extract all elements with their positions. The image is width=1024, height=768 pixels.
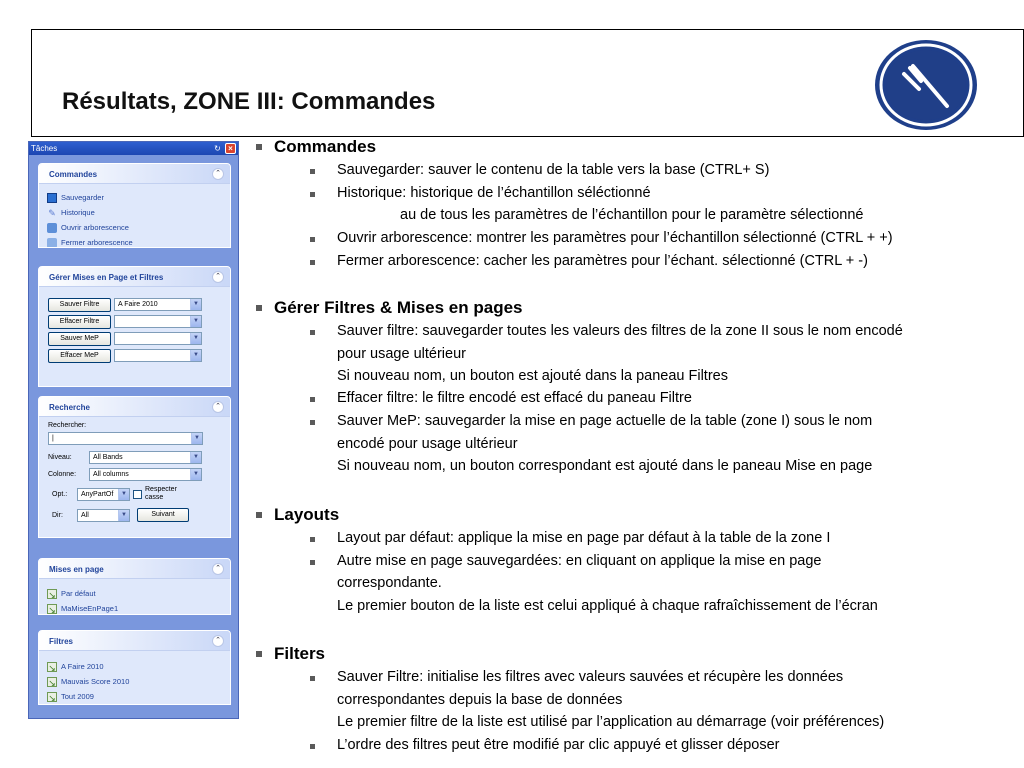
bullet-text: Ouvrir arborescence: montrer les paramètres pour l’échantillon sélectionné (CTRL + +) xyxy=(337,230,893,246)
logo-icon xyxy=(873,38,979,132)
gerer-section xyxy=(38,266,231,387)
mise-en-page-item[interactable] xyxy=(47,586,230,601)
bullet-text: Layout par défaut: applique la mise en page par défaut à la table de la zone I xyxy=(337,530,831,546)
bullet xyxy=(310,744,315,749)
recherche-header[interactable] xyxy=(39,397,230,417)
task-label: Mauvais Score 2010 xyxy=(61,677,130,686)
bullet xyxy=(310,237,315,242)
filtre-item[interactable] xyxy=(47,674,230,689)
chevron-down-icon[interactable]: ▼ xyxy=(118,489,129,500)
chevron-down-icon[interactable]: ▼ xyxy=(190,469,201,480)
sauver-filtre-cont2: Si nouveau nom, un bouton est ajouté dans la paneau Filtres xyxy=(337,368,728,384)
bullet xyxy=(310,330,315,335)
mise-en-page-item[interactable] xyxy=(47,601,230,615)
niveau-value: All Bands xyxy=(93,454,123,461)
heading-text: Gérer Filtres & Mises en pages xyxy=(274,298,523,317)
task-label: Fermer arborescence xyxy=(61,238,133,247)
bullet xyxy=(310,397,315,402)
niveau-label: Niveau: xyxy=(48,454,72,461)
bullet-text: Fermer arborescence: cacher les paramètres pour l’échant. sélectionné (CTRL + -) xyxy=(337,253,868,269)
gerer-header-label: Gérer Mises en Page et Filtres xyxy=(49,273,164,282)
bullet xyxy=(310,260,315,265)
recherche-header-label: Recherche xyxy=(49,403,90,412)
task-label: Par défaut xyxy=(61,589,96,598)
task-label: Ouvrir arborescence xyxy=(61,223,129,232)
bullet-text: Effacer filtre: le filtre encodé est effacé du paneau Filtre xyxy=(337,390,692,406)
sauver-mep-cont1: encodé pour usage ultérieur xyxy=(337,436,518,452)
task-fermer-arborescence[interactable] xyxy=(47,235,230,248)
heading-text: Commandes xyxy=(274,137,377,156)
filter-icon: ↘ xyxy=(48,662,56,673)
chevron-down-icon[interactable]: ▼ xyxy=(190,316,201,327)
task-label: Historique xyxy=(61,208,95,217)
sauver-mep-combo[interactable] xyxy=(114,332,202,345)
respecter-line1: Respecter xyxy=(145,486,177,493)
bullet-text: Sauver MeP: sauvegarder la mise en page actuelle de la table (zone I) sous le nom xyxy=(337,413,873,429)
opt-value: AnyPartOf xyxy=(81,490,114,498)
colonne-select[interactable] xyxy=(89,468,202,481)
colonne-label: Colonne: xyxy=(48,471,77,478)
task-label: A Faire 2010 xyxy=(61,662,104,671)
page-title: Résultats, ZONE III: Commandes xyxy=(62,88,436,115)
respecter-line2: casse xyxy=(145,494,164,501)
sauver-filtre-button[interactable]: Sauver Filtre xyxy=(48,298,111,312)
collapse-icon[interactable]: ⌃ xyxy=(212,271,224,283)
autre-cont1: correspondante. xyxy=(337,575,442,591)
commandes-header-label: Commandes xyxy=(49,170,98,179)
task-pane-title: Tâches xyxy=(31,144,58,153)
mises-section xyxy=(38,558,231,615)
mises-header[interactable] xyxy=(39,559,230,579)
refresh-icon[interactable]: ↻ xyxy=(214,144,221,153)
bullet xyxy=(256,651,262,657)
bullet xyxy=(310,676,315,681)
opt-select[interactable] xyxy=(77,488,130,501)
chevron-down-icon[interactable]: ▼ xyxy=(118,510,129,521)
chevron-down-icon[interactable]: ▼ xyxy=(191,433,202,444)
task-sauvegarder[interactable] xyxy=(47,190,230,205)
chevron-down-icon[interactable]: ▼ xyxy=(190,299,201,310)
bullet-text: Sauvegarder: sauver le contenu de la table vers la base (CTRL+ S) xyxy=(337,162,770,178)
respecter-casse-checkbox[interactable] xyxy=(133,490,142,499)
combo-value: A Faire 2010 xyxy=(118,301,158,308)
save-icon xyxy=(47,193,57,203)
filtres-header[interactable] xyxy=(39,631,230,651)
dir-select[interactable] xyxy=(77,509,130,522)
sauver-filtre-cont1: pour usage ultérieur xyxy=(337,346,466,362)
task-label: MaMiseEnPage1 xyxy=(61,604,119,613)
recherche-section xyxy=(38,396,231,538)
filter-icon: ↘ xyxy=(48,677,56,688)
effacer-filtre-combo[interactable] xyxy=(114,315,202,328)
filtre-item[interactable] xyxy=(47,689,230,704)
filter-icon: ↘ xyxy=(48,692,56,703)
bullet-text: L’ordre des filtres peut être modifié par clic appuyé et glisser déposer xyxy=(337,737,780,753)
layout-icon: ↘ xyxy=(48,589,56,600)
bullet xyxy=(310,192,315,197)
bullet xyxy=(256,144,262,150)
bullet-text: Sauver filtre: sauvegarder toutes les valeurs des filtres de la zone II sous le nom encodé xyxy=(337,323,903,339)
sauver-mep-cont2: Si nouveau nom, un bouton correspondant est ajouté dans le paneau Mise en page xyxy=(337,458,873,474)
autre-cont2: Le premier bouton de la liste est celui appliqué à chaque rafraîchissement de l’écran xyxy=(337,598,878,614)
chevron-down-icon[interactable]: ▼ xyxy=(190,452,201,463)
suivant-button[interactable]: Suivant xyxy=(137,508,189,522)
bullet-text: Sauver Filtre: initialise les filtres avec valeurs sauvées et récupère les données xyxy=(337,669,844,685)
layout-icon: ↘ xyxy=(48,604,56,615)
collapse-icon[interactable]: ⌃ xyxy=(212,401,224,413)
task-label: Sauvegarder xyxy=(61,193,104,202)
collapse-tree-icon xyxy=(47,238,57,248)
filters-cont2: Le premier filtre de la liste est utilisé par l’application au démarrage (voir préférences) xyxy=(337,714,885,730)
expand-tree-icon xyxy=(47,223,57,233)
colonne-value: All columns xyxy=(93,471,129,478)
heading-text: Layouts xyxy=(274,505,340,524)
filtres-section xyxy=(38,630,231,705)
task-pane xyxy=(28,141,239,719)
opt-label: Opt.: xyxy=(52,490,68,498)
collapse-icon[interactable]: ⌃ xyxy=(212,168,224,180)
chevron-down-icon[interactable]: ▼ xyxy=(190,350,201,361)
effacer-mep-button[interactable]: Effacer MeP xyxy=(48,349,111,363)
niveau-select[interactable] xyxy=(89,451,202,464)
effacer-filtre-button[interactable]: Effacer Filtre xyxy=(48,315,111,329)
heading-text: Filters xyxy=(274,644,326,663)
history-icon: ✎ xyxy=(48,207,56,218)
filtres-header-label: Filtres xyxy=(49,637,74,646)
search-input[interactable] xyxy=(48,432,203,445)
commandes-section xyxy=(38,163,231,248)
filtre-item[interactable] xyxy=(47,659,230,674)
commandes-header[interactable] xyxy=(39,164,230,184)
bullet xyxy=(310,420,315,425)
filtre-combo[interactable] xyxy=(114,298,202,311)
task-ouvrir-arborescence[interactable] xyxy=(47,220,230,235)
effacer-mep-combo[interactable] xyxy=(114,349,202,362)
search-input-value: | xyxy=(52,435,54,442)
gerer-header[interactable] xyxy=(39,267,230,287)
dir-value: All xyxy=(81,511,89,519)
bullet-text: Historique: historique de l’échantillon séléctionné xyxy=(337,185,651,201)
task-pane-titlebar xyxy=(29,142,238,155)
dir-label: Dir: xyxy=(52,511,63,519)
task-label: Tout 2009 xyxy=(61,692,94,701)
bullet xyxy=(310,560,315,565)
mises-header-label: Mises en page xyxy=(49,565,104,574)
chevron-down-icon[interactable]: ▼ xyxy=(190,333,201,344)
respecter-casse-label xyxy=(145,486,177,502)
bullet xyxy=(310,169,315,174)
rechercher-label: Rechercher: xyxy=(48,422,87,429)
bullet-text: Autre mise en page sauvegardées: en cliquant on applique la mise en page xyxy=(337,553,822,569)
close-icon[interactable]: × xyxy=(225,143,236,154)
sauver-mep-button[interactable]: Sauver MeP xyxy=(48,332,111,346)
filters-cont1: correspondantes depuis la base de données xyxy=(337,692,623,708)
bullet xyxy=(256,305,262,311)
bullet xyxy=(256,512,262,518)
collapse-icon[interactable]: ⌃ xyxy=(212,563,224,575)
task-historique[interactable] xyxy=(47,205,230,220)
historique-continuation: au de tous les paramètres de l’échantillon pour le paramètre sélectionné xyxy=(400,207,864,223)
collapse-icon[interactable]: ⌃ xyxy=(212,635,224,647)
bullet xyxy=(310,537,315,542)
